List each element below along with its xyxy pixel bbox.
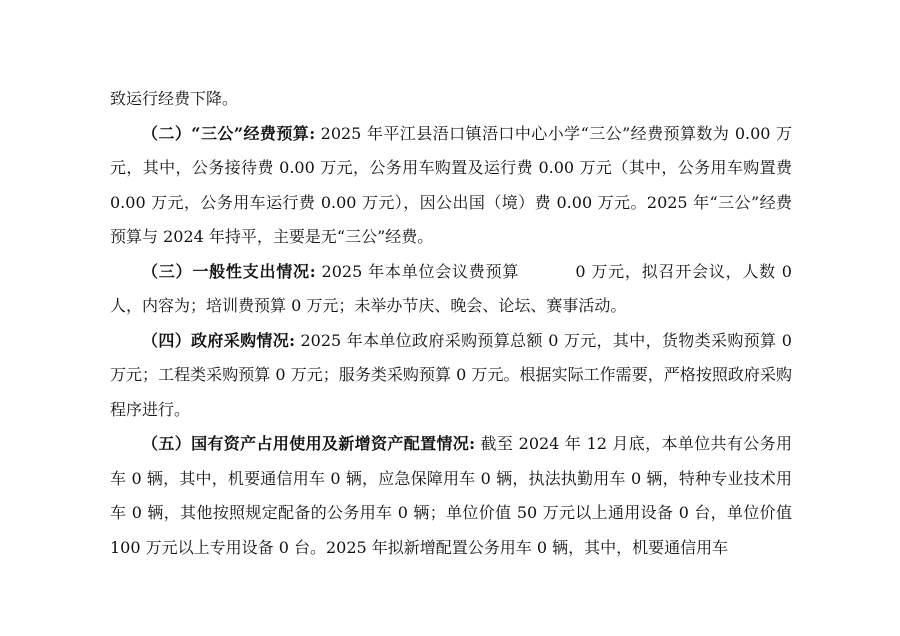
paragraph-three-public-expenses (110, 117, 792, 255)
paragraph-continuation: 致运行经费下降。 (110, 89, 239, 108)
section-body: 2025 年平江县浯口镇浯口中心小学“三公”经费预算数为 0.00 万元，其中，公务接待费 0.00 万元，公务用车购置及运行费 0.00 万元（其中，公务用车购置费 0.00 万元，公务用车运行费 0.00 万元），因公出国（境）费 0.00 万元。2025 年“三公”经费预算与 2024 年持平，主要是无“三公”经费。 (110, 123, 792, 246)
paragraph-government-procurement (110, 324, 792, 428)
section-heading: （二）“三公”经费预算: (142, 123, 316, 143)
paragraph-state-assets (110, 427, 792, 565)
section-body: 2025 年本单位政府采购预算总额 0 万元，其中，货物类采购预算 0 万元；工程类采购预算 0 万元；服务类采购预算 0 万元。根据实际工作需要，严格按照政府采购程序进行。 (110, 330, 792, 419)
section-body: 截至 2024 年 12 月底，本单位共有公务用车 0 辆，其中，机要通信用车 0 辆，应急保障用车 0 辆，执法执勤用车 0 辆，特种专业技术用车 0 辆，其他按照规定配备的公务用车 0 辆；单位价值 50 万元以上通用设备 0 台，单位价值 100 万元以上专用设备 0 台。2025 年拟新增配置公务用车 0 辆，其中，机要通信用车 (110, 434, 792, 557)
document-body (110, 82, 792, 565)
section-heading: （五）国有资产占用使用及新增资产配置情况: (142, 434, 476, 453)
section-heading: （三）一般性支出情况: (142, 261, 316, 281)
section-heading: （四）政府采购情况: (142, 330, 296, 350)
paragraph-general-expenditure (110, 255, 792, 324)
section-body: 2025 年本单位会议费预算 0 万元，拟召开会议，人数 0 人，内容为；培训费预算 0 万元；未举办节庆、晚会、论坛、赛事活动。 (110, 261, 792, 315)
